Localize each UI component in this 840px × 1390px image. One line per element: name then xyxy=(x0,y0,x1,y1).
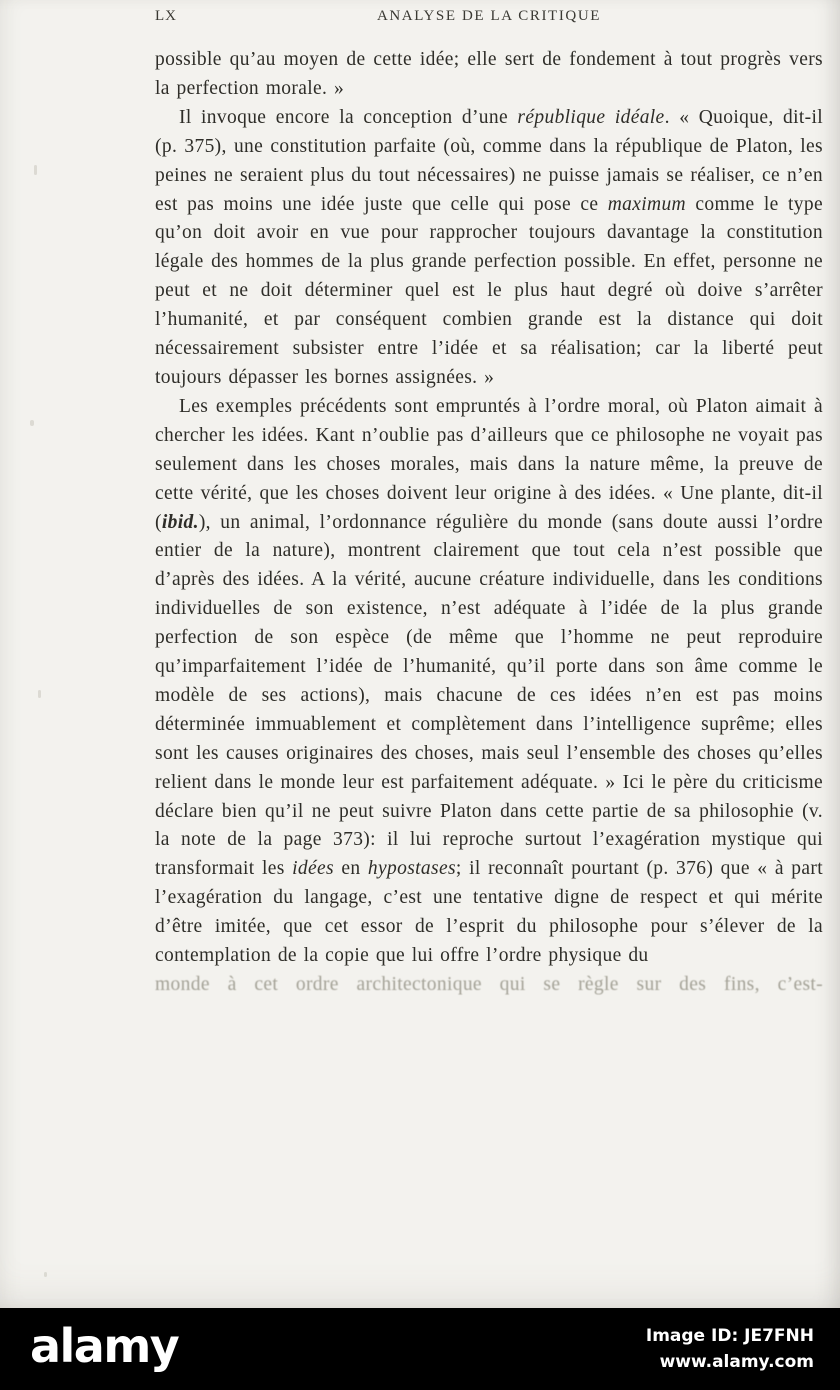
text-run: république idéale xyxy=(517,106,665,128)
text-run: ), un animal, l’ordonnance régulière du monde (sans doute aussi l’ordre entier de la nature), montrent clairement que tout cela n’est possible que d’après des idées. A la vérité, aucune créature individuelle, dans les conditions individuelles de son existence, n’est adéquate à l’idée de la plus grande perfection de son espèce (de même que l’homme ne peut reproduire qu’imparfaitement l’idée de l’humanité, qu’il porte dans son âme comme le modèle de ses actions), mais chacune de ces idées n’en est pas moins déterminée immuablement et complètement dans l’intelligence suprême; elles sont les causes originaires des choses, mais seul l’ensemble des choses qu’elles relient dans le monde leur est parfaitement adéquate. » Ici le père du criticisme déclare bien qu’il ne peut suivre Platon dans cette partie de sa philosophie (v. la note de la page 373): il lui reproche surtout l’exagération mystique qui transformait les xyxy=(155,511,823,880)
scan-artifact xyxy=(34,165,37,175)
text-run: Il invoque encore la conception d’une xyxy=(179,106,518,128)
text-run: comme le type qu’on doit avoir en vue pour rapprocher toujours davantage la constitution légale des hommes de la plus grande perfection possible. En effet, personne ne peut et ne doit déterminer quel est le plus haut degré où doive s’arrêter l’humanité, et par conséquent combien grande est la distance qui doit nécessairement subsister entre l’idée et sa réalisation; car la liberté peut toujours dépasser les bornes assignées. » xyxy=(155,193,823,388)
text-run: . « Quoique, dit-il (p. 375), une constitution parfaite (où, comme dans la république de Platon, les peines ne seraient plus du tout nécessaires) ne puisse jamais se réaliser, ce n’en est pas moins une idée juste que celle qui pose ce xyxy=(155,106,823,215)
scan-artifact xyxy=(44,1272,47,1277)
scan-artifact xyxy=(38,690,41,698)
page-body xyxy=(155,46,823,1000)
watermark-bar xyxy=(0,1308,840,1390)
faded-last-line xyxy=(155,971,823,1000)
watermark-info xyxy=(646,1323,814,1376)
watermark-url: www.alamy.com xyxy=(659,1352,814,1372)
scan-artifact xyxy=(30,420,34,426)
image-id-label: Image ID: JE7FNH xyxy=(645,1325,814,1346)
text-run: ; il reconnaît pourtant (p. 376) que « à part l’exagération du langage, c’est une tentative digne de respect et qui mérite d’être imitée, que cet essor de l’esprit du philosophe pour s’élever de la contemplation de la copie que lui offre l’ordre physique du xyxy=(155,858,823,967)
text-run: maximum xyxy=(607,193,686,215)
paragraph xyxy=(155,393,823,971)
page-number: LX xyxy=(155,8,177,24)
text-run: hypostases xyxy=(367,858,456,880)
text-run: possible qu’au moyen de cette idée; elle sert de fondement à tout progrès vers la perfection morale. » xyxy=(155,49,823,99)
text-run: monde à cet ordre architectonique qui se règle sur des fins, c’est- xyxy=(155,974,823,995)
text-run: Les exemples précédents sont empruntés à l’ordre moral, où Platon aimait à chercher les idées. Kant n’oublie pas d’ailleurs que ce philosophe ne voyait pas seulement dans les choses morales, mais dans la nature même, la preuve de cette vérité, que les choses doivent leur origine à des idées. « Une plante, dit-il ( xyxy=(155,395,823,533)
page-title: ANALYSE DE LA CRITIQUE xyxy=(376,8,602,24)
page-header xyxy=(155,8,823,25)
text-run: idées xyxy=(292,858,334,880)
text-run: ibid. xyxy=(161,511,199,533)
text-run: en xyxy=(333,858,368,880)
alamy-logo: alamy xyxy=(30,1319,179,1373)
paragraph xyxy=(155,104,823,393)
paragraph xyxy=(155,46,823,104)
